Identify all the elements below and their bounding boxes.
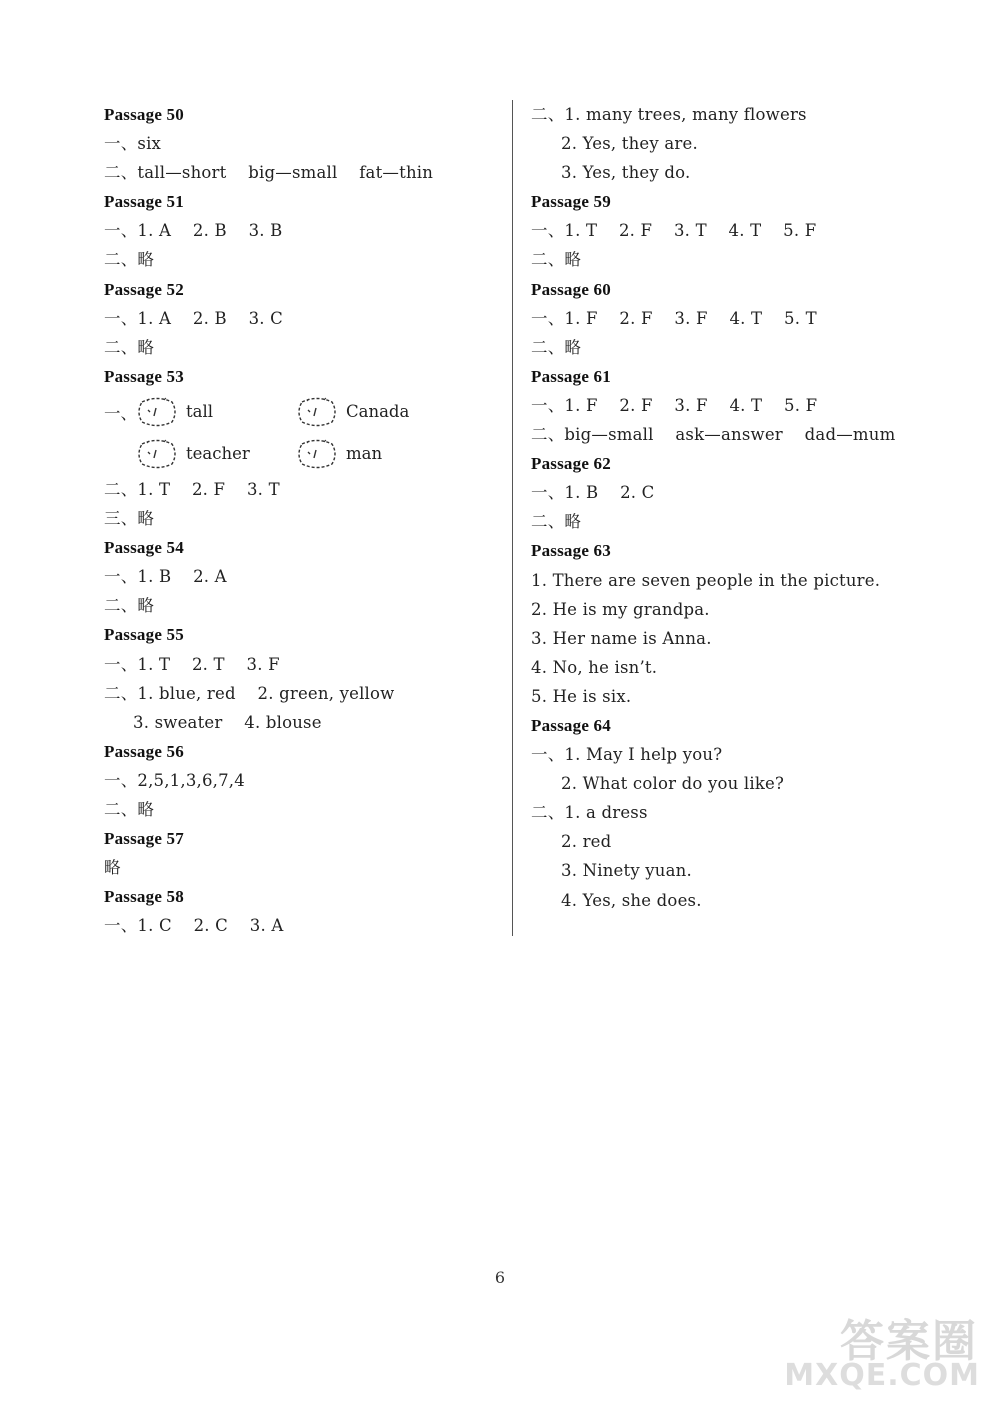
passage-53-prefix: 一、 [104,403,137,423]
passage-58-answer-2: 二、1. many trees, many flowers [531,105,807,124]
passage-56-answer-2: 二、略 [104,799,155,819]
face-item-teacher [134,438,294,470]
passage-60-title: Passage 60 [531,279,611,299]
passage-55-title: Passage 55 [104,625,184,645]
passage-64-answer-1-item-2: 2. What color do you like? [561,774,785,794]
face-label-teacher: teacher [186,444,250,464]
face-label-tall: tall [186,402,214,422]
passage-64-answer-1: 一、1. May I help you? [531,745,723,765]
passage-52-answer-1: 一、1. A 2. B 3. C [104,308,283,328]
passage-53-answer-2: 二、1. T 2. F 3. T [104,479,280,499]
right-column [531,100,951,915]
passage-62-answer-1: 一、1. B 2. C [531,483,655,503]
passage-57-answer-1: 略 [104,858,121,878]
passage-53-face-row-2 [104,433,499,475]
passage-52-title: Passage 52 [104,279,184,299]
watermark-en-text: MXQE.COM [784,1358,980,1393]
passage-64-answer-2-item-4: 4. Yes, she does. [561,890,702,910]
passage-50-answer-1: 一、six [104,134,162,154]
passage-51-answer-2: 二、略 [104,250,155,270]
passage-50-title: Passage 50 [104,105,184,124]
passage-55-answer-2: 二、1. blue, red 2. green, yellow [104,683,395,703]
passage-63-title: Passage 63 [531,541,611,561]
face-label-canada: Canada [346,402,410,422]
passage-64-answer-2-item-3: 3. Ninety yuan. [561,861,692,881]
passage-61-answer-2: 二、big—small ask—answer dad—mum [531,425,896,445]
face-label-man: man [346,444,383,464]
passage-63-item-3: 3. Her name is Anna. [531,628,712,648]
passage-56-answer-1: 一、2,5,1,3,6,7,4 [104,770,245,790]
passage-64-answer-2: 二、1. a dress [531,803,648,823]
passage-62-title: Passage 62 [531,454,611,474]
face-item-tall [134,396,294,428]
passage-61-answer-1: 一、1. F 2. F 3. F 4. T 5. F [531,395,818,415]
passage-53-answer-3: 三、略 [104,509,155,529]
smiley-face-icon [294,438,340,470]
passage-54-answer-1: 一、1. B 2. A [104,567,227,587]
passage-60-answer-2: 二、略 [531,337,582,357]
passage-58-title: Passage 58 [104,887,184,907]
passage-61-title: Passage 61 [531,366,611,386]
passage-55-answer-3: 3. sweater 4. blouse [133,712,322,732]
passage-64-title: Passage 64 [531,715,611,735]
passage-63-item-5: 5. He is six. [531,686,632,706]
column-divider [512,100,513,936]
left-column [104,100,499,940]
face-item-canada [294,396,409,428]
passage-54-title: Passage 54 [104,538,184,558]
passage-53-title: Passage 53 [104,366,184,386]
watermark-logo [784,1305,986,1395]
passage-51-title: Passage 51 [104,192,184,212]
passage-59-answer-1: 一、1. T 2. F 3. T 4. T 5. F [531,221,817,241]
passage-60-answer-1: 一、1. F 2. F 3. F 4. T 5. T [531,308,817,328]
passage-63-item-2: 2. He is my grandpa. [531,599,710,619]
passage-58-answer-2-item-2: 2. Yes, they are. [561,134,698,154]
passage-62-answer-2: 二、略 [531,512,582,532]
passage-56-title: Passage 56 [104,741,184,761]
passage-63-item-4: 4. No, he isn’t. [531,657,658,677]
passage-59-answer-2: 二、略 [531,250,582,270]
passage-51-answer-1: 一、1. A 2. B 3. B [104,221,283,241]
passage-58-answer-2-item-3: 3. Yes, they do. [561,163,691,183]
passage-57-title: Passage 57 [104,829,184,849]
passage-59-title: Passage 59 [531,192,611,212]
smiley-face-icon [294,396,340,428]
passage-58-answer-1: 一、1. C 2. C 3. A [104,916,284,936]
passage-52-answer-2: 二、略 [104,337,155,357]
passage-54-answer-2: 二、略 [104,596,155,616]
smiley-face-icon [134,396,180,428]
passage-53-face-row-1 [104,391,499,433]
passage-64-answer-2-item-2: 2. red [561,832,612,852]
passage-63-item-1: 1. There are seven people in the picture. [531,570,881,590]
passage-50-answer-2: 二、tall—short big—small fat—thin [104,163,434,183]
face-item-man [294,438,382,470]
watermark-cn-text: 答案圈 [840,1316,978,1367]
smiley-face-icon [134,438,180,470]
passage-55-answer-1: 一、1. T 2. T 3. F [104,654,280,674]
page-number: 6 [494,1268,506,1287]
